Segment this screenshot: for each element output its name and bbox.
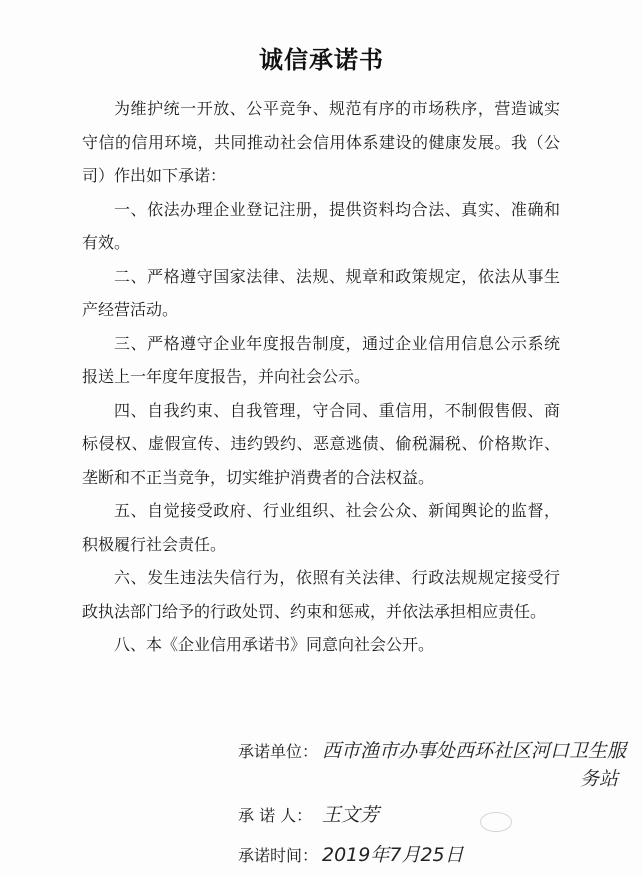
signature-date-row — [238, 840, 638, 867]
paragraph-item-2: 二、严格遵守国家法律、法规、规章和政策规定，依法从事生产经营活动。 — [82, 266, 560, 319]
signature-unit-row — [238, 736, 638, 763]
signature-person-row — [238, 800, 638, 827]
unit-handwritten-value-line2: 务站 — [580, 768, 619, 790]
date-label: 承诺时间： — [238, 846, 319, 865]
person-label: 承 诺 人： — [238, 806, 313, 825]
paragraph-item-3: 三、严格遵守企业年度报告制度，通过企业信用信息公示系统报送上一年度年度报告，并向社会公示。 — [82, 333, 560, 386]
paragraph-item-8: 八、本《企业信用承诺书》同意向社会公开。 — [114, 635, 435, 654]
unit-label: 承诺单位： — [238, 742, 319, 761]
paragraph-item-1: 一、依法办理企业登记注册，提供资料均合法、真实、准确和有效。 — [82, 199, 560, 252]
faint-mark — [480, 812, 512, 832]
person-handwritten-value: 王文芳 — [322, 804, 380, 826]
document-body — [82, 92, 560, 662]
paragraph-item-6: 六、发生违法失信行为，依照有关法律、行政法规规定接受行政执法部门给予的行政处罚、约束和惩戒，并依法承担相应责任。 — [82, 568, 560, 621]
paragraph-item-4: 四、自我约束、自我管理，守合同、重信用，不制假售假、商标侵权、虚假宣传、违约毁约、恶意逃债、偷税漏税、价格欺诈、垄断和不正当竞争，切实维护消费者的合法权益。 — [82, 400, 560, 487]
date-handwritten-value: 2019年7月25日 — [322, 844, 464, 866]
document-title: 诚信承诺书 — [259, 46, 384, 74]
paragraph-intro: 为维护统一开放、公平竞争、规范有序的市场秩序，营造诚实守信的信用环境，共同推动社会信用体系建设的健康发展。我（公司）作出如下承诺： — [82, 99, 560, 185]
unit-handwritten-value: 西市渔市办事处西环社区河口卫生服 — [322, 740, 627, 762]
paragraph-item-5: 五、自觉接受政府、行业组织、社会公众、新闻舆论的监督，积极履行社会责任。 — [82, 501, 560, 554]
